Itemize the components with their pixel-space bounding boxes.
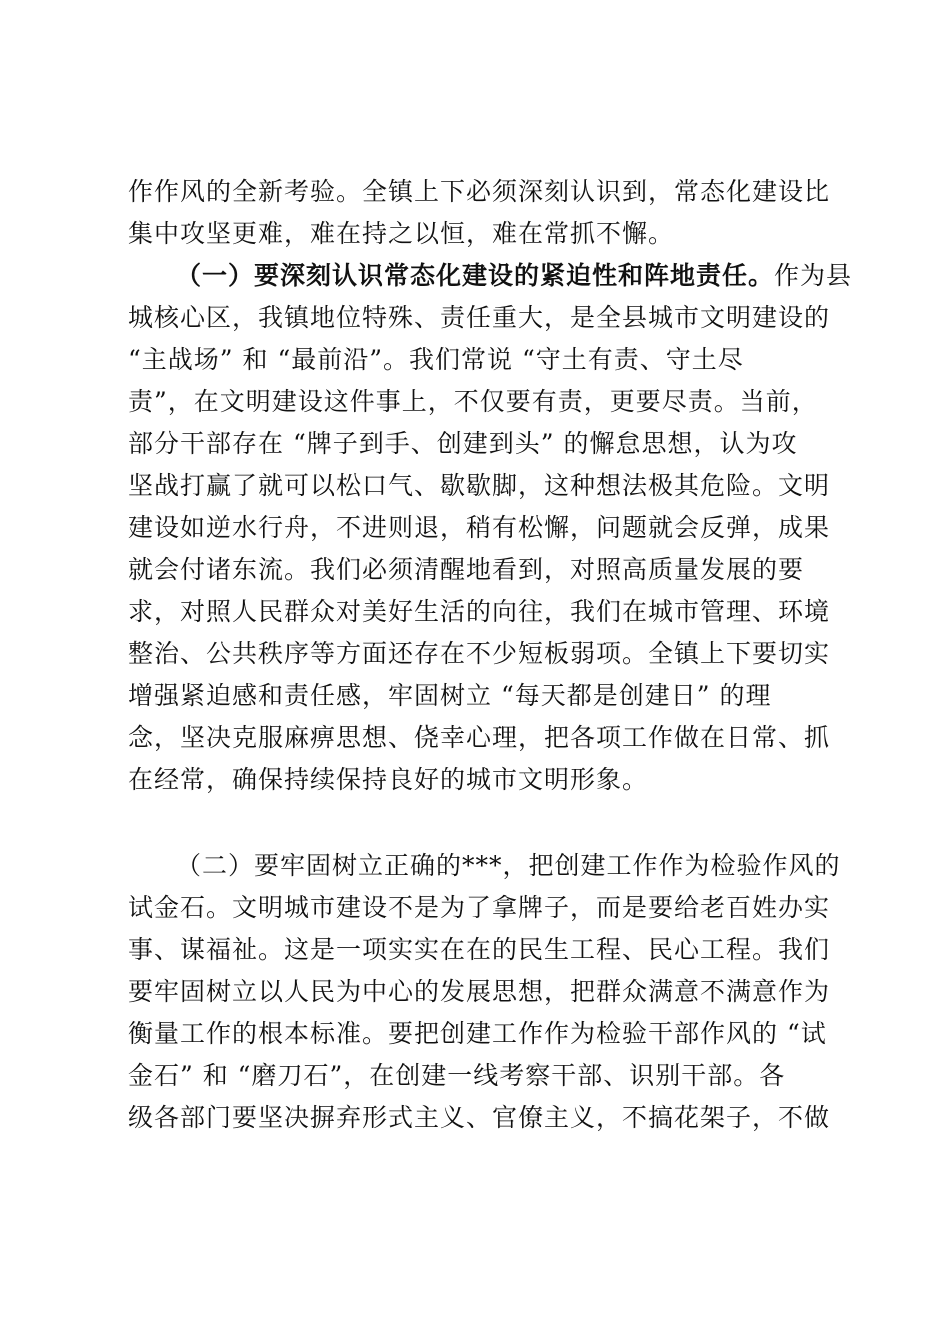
text-line: 责”，在文明建设这件事上，不仅要有责，更要尽责。当前， bbox=[128, 387, 818, 416]
text-line: 部分干部存在 “牌子到手、创建到头” 的懈怠思想，认为攻 bbox=[128, 429, 798, 458]
text-line: 衡量工作的根本标准。要把创建工作作为检验干部作风的 “试 bbox=[128, 1019, 827, 1048]
text-line: 建设如逆水行舟，不进则退，稍有松懈，问题就会反弹，成果 bbox=[128, 513, 831, 542]
text-line: 作作风的全新考验。全镇上下必须深刻认识到，常态化建设比 bbox=[128, 177, 831, 206]
section-1-paragraph bbox=[128, 255, 853, 801]
text-line: 在经常，确保持续保持良好的城市文明形象。 bbox=[128, 765, 649, 794]
text-line: 整治、公共秩序等方面还存在不少短板弱项。全镇上下要切实 bbox=[128, 639, 831, 668]
text-line: “主战场” 和 “最前沿”。我们常说 “守土有责、守土尽 bbox=[128, 345, 744, 374]
section-2-heading: （二）要牢固树立正确的***，把创建工作作为检验作风的 bbox=[176, 851, 841, 880]
text-line: 坚战打赢了就可以松口气、歇歇脚，这种想法极其危险。文明 bbox=[128, 471, 831, 500]
text-line: 念，坚决克服麻痹思想、侥幸心理，把各项工作做在日常、抓 bbox=[128, 723, 831, 752]
text-line: 城核心区，我镇地位特殊、责任重大，是全县城市文明建设的 bbox=[128, 303, 831, 332]
intro-paragraph bbox=[128, 171, 830, 255]
section-1-first-line bbox=[128, 255, 853, 297]
text-line: 要牢固树立以人民为中心的发展思想，把群众满意不满意作为 bbox=[128, 977, 831, 1006]
text-line: 级各部门要坚决摒弃形式主义、官僚主义，不搞花架子，不做 bbox=[128, 1103, 831, 1132]
text-line: 金石” 和 “磨刀石”，在创建一线考察干部、识别干部。各 bbox=[128, 1061, 786, 1090]
text-line: 试金石。文明城市建设不是为了拿牌子，而是要给老百姓办实 bbox=[128, 893, 831, 922]
text-line: 求，对照人民群众对美好生活的向往，我们在城市管理、环境 bbox=[128, 597, 831, 626]
section-2-paragraph bbox=[128, 845, 841, 1139]
section-2-first-line bbox=[128, 845, 841, 887]
text-line: 事、谋福祉。这是一项实实在在的民生工程、民心工程。我们 bbox=[128, 935, 831, 964]
text-line: 就会付诸东流。我们必须清醒地看到，对照高质量发展的要 bbox=[128, 555, 805, 584]
section-1-heading-rest: 作为县 bbox=[774, 261, 853, 290]
text-line: 增强紧迫感和责任感，牢固树立 “每天都是创建日” 的理 bbox=[128, 681, 772, 710]
section-1-heading: （一）要深刻认识常态化建设的紧迫性和阵地责任。 bbox=[176, 261, 775, 290]
text-line: 集中攻坚更难，难在持之以恒，难在常抓不懈。 bbox=[128, 219, 675, 248]
